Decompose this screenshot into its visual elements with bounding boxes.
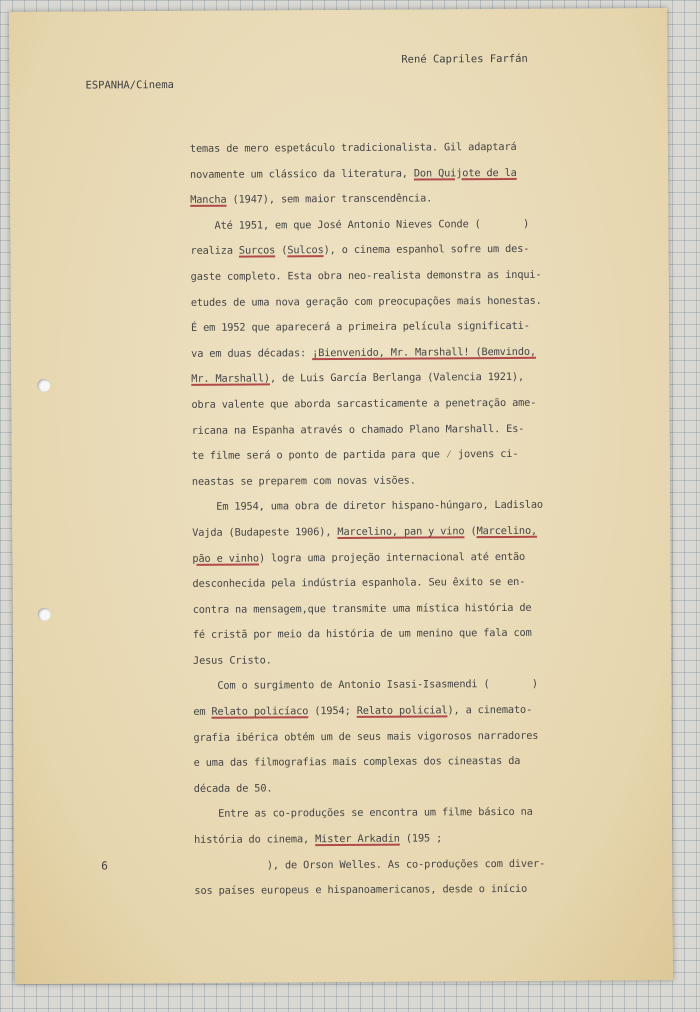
text-segment: (1947), sem maior transcendência. [226, 192, 433, 206]
text-line [193, 646, 573, 674]
text-segment: Vajda (Budapeste 1906), [192, 525, 338, 539]
text-line [190, 160, 570, 188]
text-segment: e uma das filmografias mais complexas dos cineastas da [193, 755, 521, 770]
underlined-title: Relato policíaco [211, 705, 309, 718]
author-name: René Capriles Farfán [401, 52, 528, 66]
text-segment: história do cinema, [194, 833, 316, 846]
text-line [194, 826, 574, 854]
text-segment: Entre as co-produções se encontra um filme básico na [193, 806, 533, 821]
underlined-title: Mister Arkadin [315, 832, 400, 846]
text-line [191, 365, 571, 393]
text-line [190, 186, 570, 214]
text-segment: fé cristã por meio da história de um menino que fala com [192, 627, 532, 642]
text-segment: sos países europeus e hispanoamericanos, desde o início [194, 883, 528, 898]
text-segment: etudes de uma nova geração com preocupações mais honestas. [190, 294, 542, 309]
text-segment: contra na mensagem,que transmite uma mística história de [192, 601, 532, 616]
text-line [190, 211, 570, 239]
text-segment: va em duas décadas: [191, 346, 313, 360]
text-line [191, 339, 571, 367]
text-line [191, 314, 571, 342]
punch-hole [37, 379, 50, 392]
text-segment: ), de Orson Welles. As co-produções com diver- [194, 857, 546, 872]
text-segment: Jesus Cristo. [192, 654, 272, 667]
text-line [193, 698, 573, 726]
text-segment: ), a cinemato- [447, 703, 533, 717]
underlined-title: Mancha [190, 193, 227, 207]
text-line [192, 416, 572, 444]
text-line [194, 774, 574, 802]
text-segment: ricana na Espanha através o chamado Plano Marshall. Es- [191, 422, 525, 437]
text-line [193, 595, 573, 623]
text-line [192, 570, 572, 598]
text-line [192, 442, 572, 470]
underlined-title: Surcos [238, 244, 276, 257]
text-line [192, 493, 572, 521]
section-heading: ESPANHA/Cinema [85, 79, 175, 92]
text-segment: neastas se preparem com novas visões. [191, 474, 416, 488]
text-line [191, 391, 571, 419]
text-line [190, 135, 570, 163]
text-line [194, 749, 574, 777]
text-segment: ), o cinema espanhol sofre um des- [323, 243, 530, 257]
text-line [191, 263, 571, 291]
text-line [193, 723, 573, 751]
text-segment: novamente um clássico da literatura, [189, 167, 414, 181]
text-line [194, 851, 574, 879]
text-line [190, 237, 570, 265]
text-segment: gaste completo. Esta obra neo-realista demonstra as inqui- [190, 268, 542, 283]
page-number: 6 [101, 859, 108, 873]
text-line [193, 621, 573, 649]
text-segment: É em 1952 que aparecerá a primeira película significati- [190, 320, 530, 335]
text-segment: te filme será o ponto de partida para que ⁄ jovens ci- [191, 448, 519, 463]
typewritten-page [9, 8, 673, 984]
underlined-title: Don Quijote de la [413, 166, 517, 180]
text-segment: década de 50. [193, 782, 273, 795]
text-line [192, 518, 572, 546]
underlined-title: ¡Bienvenido, Mr. Marshall! (Bemvindo, [312, 345, 536, 359]
underlined-title: Marcelino, pan y vino [337, 525, 465, 538]
text-segment: Até 1951, em que José Antonio Nieves Conde ( ) [190, 217, 530, 232]
text-segment: obra valente que aborda sarcasticamente a penetração ame- [191, 396, 537, 411]
text-line [191, 288, 571, 316]
text-line [192, 467, 572, 495]
text-segment: temas de mero espetáculo tradicionalista. Gil adaptará [189, 140, 517, 155]
text-line [194, 877, 574, 905]
text-segment: realiza [190, 244, 239, 258]
text-segment: Em 1954, uma obra de diretor hispano-húngaro, Ladislao [192, 499, 543, 514]
text-segment: ( [275, 244, 288, 257]
underlined-title: pão e vinho [192, 552, 259, 565]
underlined-title: Relato policial [356, 704, 448, 717]
underlined-title: Marcelino, [476, 524, 538, 538]
underlined-title: Sulcos [287, 244, 324, 257]
body-text [190, 135, 575, 905]
underlined-title: Mr. Marshall) [191, 372, 270, 386]
text-segment: desconhecida pela indústria espanhola. Seu êxito se en- [192, 575, 526, 591]
text-segment: (195 ; [399, 832, 443, 845]
text-segment: (1954; [308, 704, 357, 718]
text-segment: , de Luis García Berlanga (Valencia 1921), [269, 371, 525, 385]
text-line [193, 672, 573, 700]
text-segment: grafia ibérica obtém um de seus mais vigorosos narradores [193, 729, 539, 744]
text-segment: ) logra uma projeção internacional até então [258, 550, 526, 565]
text-line [192, 544, 572, 572]
text-segment: ( [464, 525, 477, 538]
text-segment: em [193, 705, 212, 718]
text-segment: Com o surgimento de Antonio Isasi-Isasmendi ( ) [193, 678, 539, 693]
text-line [194, 800, 574, 828]
punch-hole [38, 608, 51, 621]
